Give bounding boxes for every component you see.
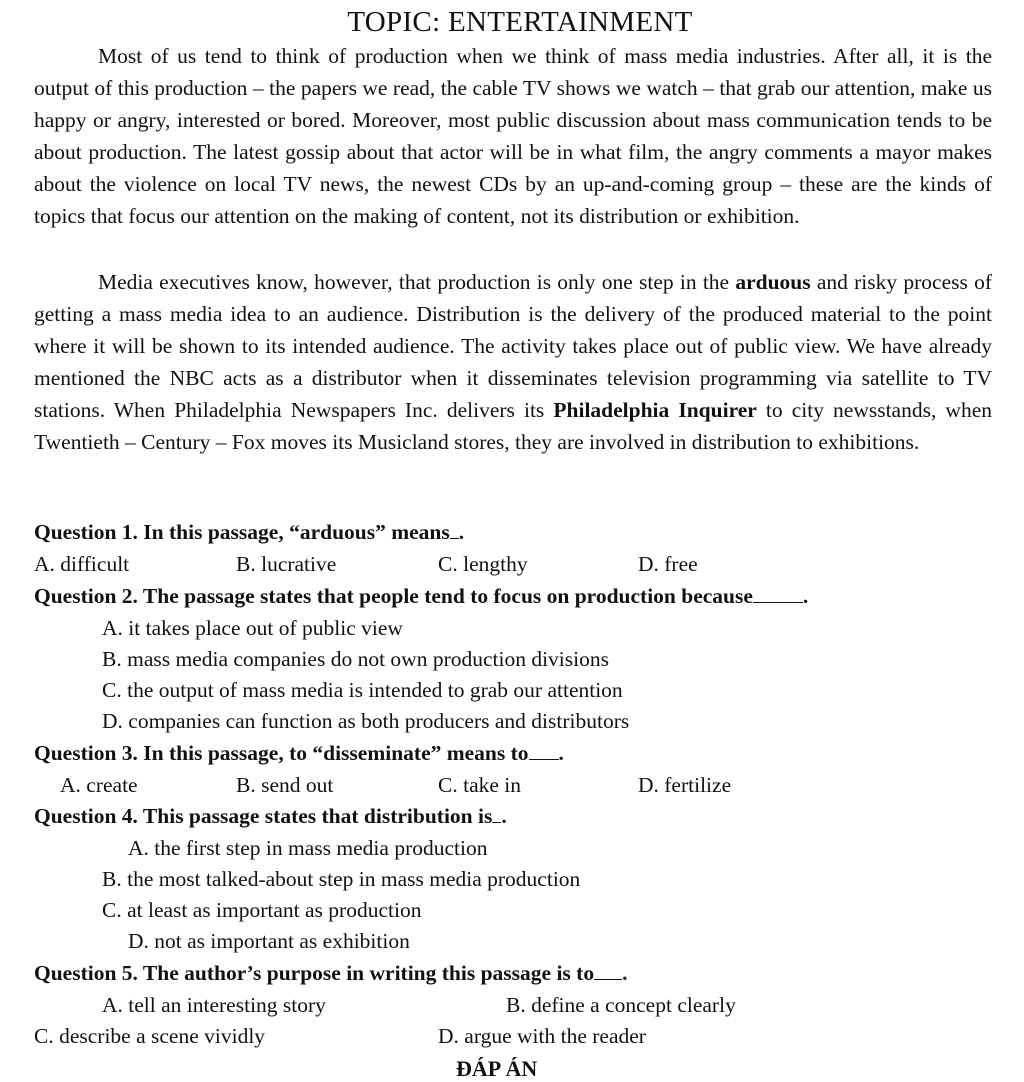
q1-option-a[interactable]: A. difficult: [34, 552, 130, 576]
highlighted-word-arduous: arduous: [735, 270, 811, 294]
q2-option-c[interactable]: C. the output of mass media is intended to grab our attention: [102, 678, 623, 702]
question-5: [34, 961, 627, 986]
question-1: [34, 520, 464, 545]
q5-option-c[interactable]: C. describe a scene vividly: [34, 1024, 266, 1048]
answer-blank: [594, 961, 622, 980]
q3-option-d[interactable]: D. fertilize: [638, 773, 732, 797]
question-4: [34, 804, 507, 829]
q2-option-b[interactable]: B. mass media companies do not own production divisions: [102, 647, 609, 671]
answer-blank: [529, 741, 559, 760]
question-1-end: .: [458, 520, 465, 544]
answer-blank: [492, 804, 501, 823]
q2-option-d[interactable]: D. companies can function as both producers and distributors: [102, 709, 630, 733]
q3-option-b[interactable]: B. send out: [236, 773, 334, 797]
paragraph-2-text-b: and risky process of getting a mass media idea to an audience. Distribution is the delivery of the produced material to the point where it will be shown to its intended audience. The activity takes place out of public view. We have already mentioned the NBC acts as a distributor when it disseminates television programming via satellite to TV stations. When Philadelphia Newspapers Inc. delivers its: [34, 270, 992, 422]
paragraph-2-text-c: to city newsstands, when Twentieth – Century – Fox moves its Musicland stores, they are involved in distribution to exhibitions.: [34, 398, 992, 454]
question-4-end: .: [501, 804, 507, 828]
paragraph-2-text-a: Media executives know, however, that production is only one step in the: [98, 270, 736, 294]
question-3: [34, 741, 564, 766]
q2-option-a[interactable]: A. it takes place out of public view: [102, 616, 403, 640]
question-4-text: Question 4. This passage states that distribution is: [34, 804, 493, 828]
question-5-text: Question 5. The author’s purpose in writing this passage is to: [34, 961, 595, 985]
q5-option-d[interactable]: D. argue with the reader: [438, 1024, 646, 1048]
answer-blank: [450, 520, 459, 539]
question-2-text: Question 2. The passage states that people tend to focus on production because: [34, 584, 753, 608]
q3-option-a[interactable]: A. create: [60, 773, 138, 797]
highlighted-name-inquirer: Philadelphia Inquirer: [553, 398, 757, 422]
answer-blank: [753, 584, 803, 603]
q4-option-d[interactable]: D. not as important as exhibition: [128, 929, 410, 953]
q4-option-b[interactable]: B. the most talked-about step in mass media production: [102, 867, 581, 891]
question-1-text: Question 1. In this passage, “arduous” means: [34, 520, 450, 544]
q1-option-c[interactable]: C. lengthy: [438, 552, 528, 576]
question-2-end: .: [802, 584, 809, 608]
q4-option-c[interactable]: C. at least as important as production: [102, 898, 422, 922]
page-title: TOPIC: ENTERTAINMENT: [347, 6, 693, 38]
question-2: [34, 584, 808, 609]
q5-option-b[interactable]: B. define a concept clearly: [506, 993, 736, 1017]
q1-option-b[interactable]: B. lucrative: [236, 552, 337, 576]
q1-option-d[interactable]: D. free: [638, 552, 698, 576]
question-5-end: .: [622, 961, 628, 985]
paragraph-1-text: Most of us tend to think of production when we think of mass media industries. After all, it is the output of this production – the papers we read, the cable TV shows we watch – that grab our attention, make us happy or angry, interested or bored. Moreover, most public discussion about mass communication tends to be about production. The latest gossip about that actor will be in what film, the angry comments a mayor makes about the violence on local TV news, the newest CDs by an up-and-coming group – these are the kinds of topics that focus our attention on the making of content, not its distribution or exhibition.: [34, 44, 992, 228]
answer-key-heading-cut: ĐÁP ÁN: [456, 1056, 538, 1081]
question-3-end: .: [558, 741, 564, 765]
q4-option-a[interactable]: A. the first step in mass media production: [128, 836, 488, 860]
question-3-text: Question 3. In this passage, to “disseminate” means to: [34, 741, 529, 765]
q3-option-c[interactable]: C. take in: [438, 773, 521, 797]
passage-paragraph-2: [34, 266, 992, 458]
passage-paragraph-1: [34, 40, 992, 232]
q5-option-a[interactable]: A. tell an interesting story: [102, 993, 326, 1017]
